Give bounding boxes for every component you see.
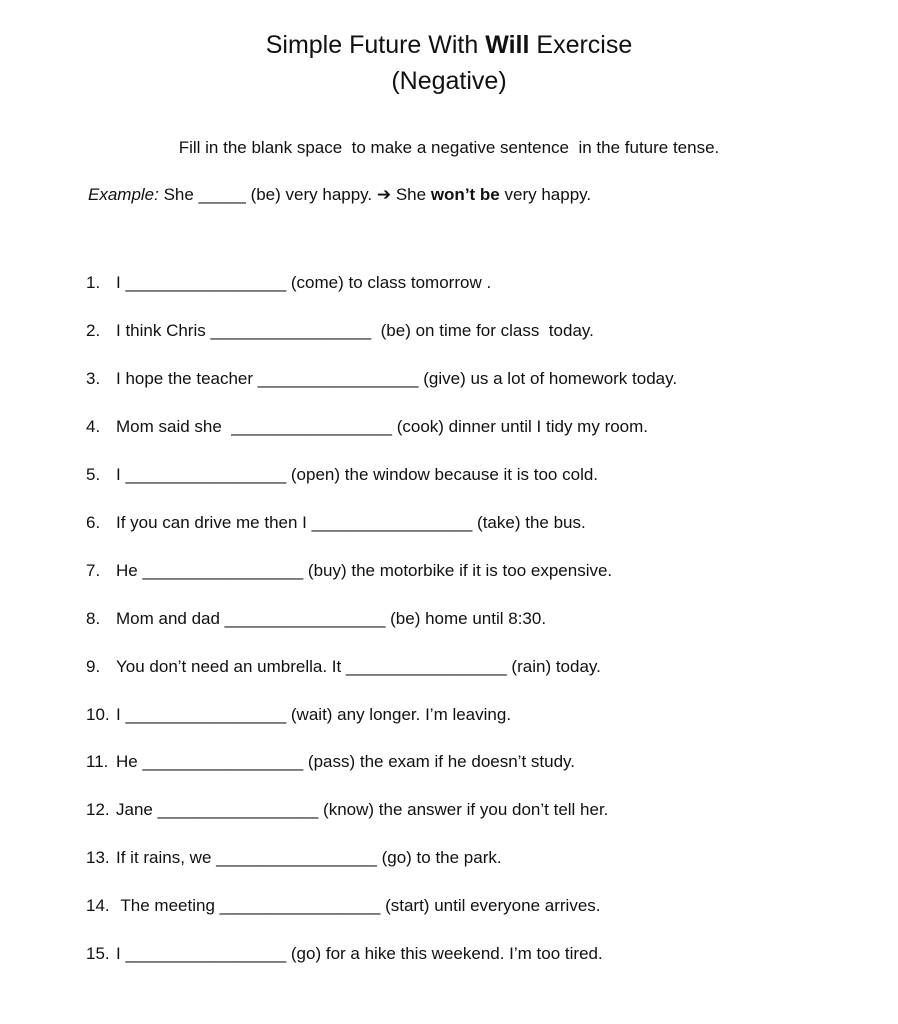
question-text: I _________________ (open) the window because it is too cold. (116, 465, 599, 484)
example-label: Example: (88, 185, 159, 204)
question-text: I _________________ (go) for a hike this weekend. I’m too tired. (116, 944, 603, 963)
question-text: The meeting _________________ (start) until everyone arrives. (116, 896, 601, 915)
question-number: 5. (86, 465, 101, 484)
question-item (86, 655, 601, 679)
instruction-text: Fill in the blank space to make a negative sentence in the future tense. (178, 138, 720, 157)
worksheet-subtitle: (Negative) (391, 67, 507, 95)
question-text: Mom and dad _________________ (be) home until 8:30. (116, 609, 547, 628)
question-number: 12. (86, 800, 110, 819)
question-item (86, 559, 612, 583)
title-suffix: Exercise (529, 31, 633, 59)
question-item (86, 367, 677, 391)
question-text: I _________________ (come) to class tomorrow . (116, 273, 492, 292)
question-item (86, 511, 586, 535)
question-number: 15. (86, 944, 110, 963)
example-answer-suffix: very happy. (499, 185, 592, 204)
question-item (86, 415, 648, 439)
example-sentence: She _____ (be) very happy. (158, 185, 377, 204)
question-number: 1. (86, 273, 101, 292)
question-item (86, 846, 502, 870)
question-item (86, 703, 511, 727)
question-text: If you can drive me then I _________________ (take) the bus. (116, 513, 586, 532)
question-number: 11. (86, 752, 109, 771)
question-text: You don’t need an umbrella. It _________________ (rain) today. (116, 657, 601, 676)
question-number: 9. (86, 657, 101, 676)
question-item (86, 798, 608, 822)
question-number: 2. (86, 321, 101, 340)
example-line (88, 183, 591, 207)
question-number: 14. (86, 896, 110, 915)
example-answer-prefix: She (391, 185, 431, 204)
question-text: I _________________ (wait) any longer. I’m leaving. (116, 705, 512, 724)
question-number: 3. (86, 369, 101, 388)
question-number: 8. (86, 609, 101, 628)
title-bold-word: Will (485, 31, 530, 59)
arrow-icon: ➔ (376, 185, 392, 204)
question-item (86, 271, 491, 295)
question-number: 4. (86, 417, 101, 436)
question-item (86, 750, 575, 774)
question-number: 10. (86, 705, 110, 724)
question-number: 6. (86, 513, 101, 532)
question-text: Mom said she _________________ (cook) dinner until I tidy my room. (116, 417, 649, 436)
question-item (86, 463, 598, 487)
question-text: I hope the teacher _________________ (give) us a lot of homework today. (116, 369, 678, 388)
question-item (86, 607, 546, 631)
question-text: Jane _________________ (know) the answer if you don’t tell her. (116, 800, 609, 819)
example-answer-bold: won’t be (430, 185, 500, 204)
question-text: I think Chris _________________ (be) on time for class today. (116, 321, 594, 340)
worksheet-title (0, 27, 898, 63)
question-text: He _________________ (buy) the motorbike if it is too expensive. (116, 561, 613, 580)
question-text: He _________________ (pass) the exam if he doesn’t study. (116, 752, 575, 771)
question-item (86, 319, 594, 343)
title-prefix: Simple Future With (265, 31, 486, 59)
question-number: 7. (86, 561, 101, 580)
question-number: 13. (86, 848, 110, 867)
question-item (86, 894, 601, 918)
question-item (86, 942, 603, 966)
question-text: If it rains, we _________________ (go) to the park. (116, 848, 502, 867)
